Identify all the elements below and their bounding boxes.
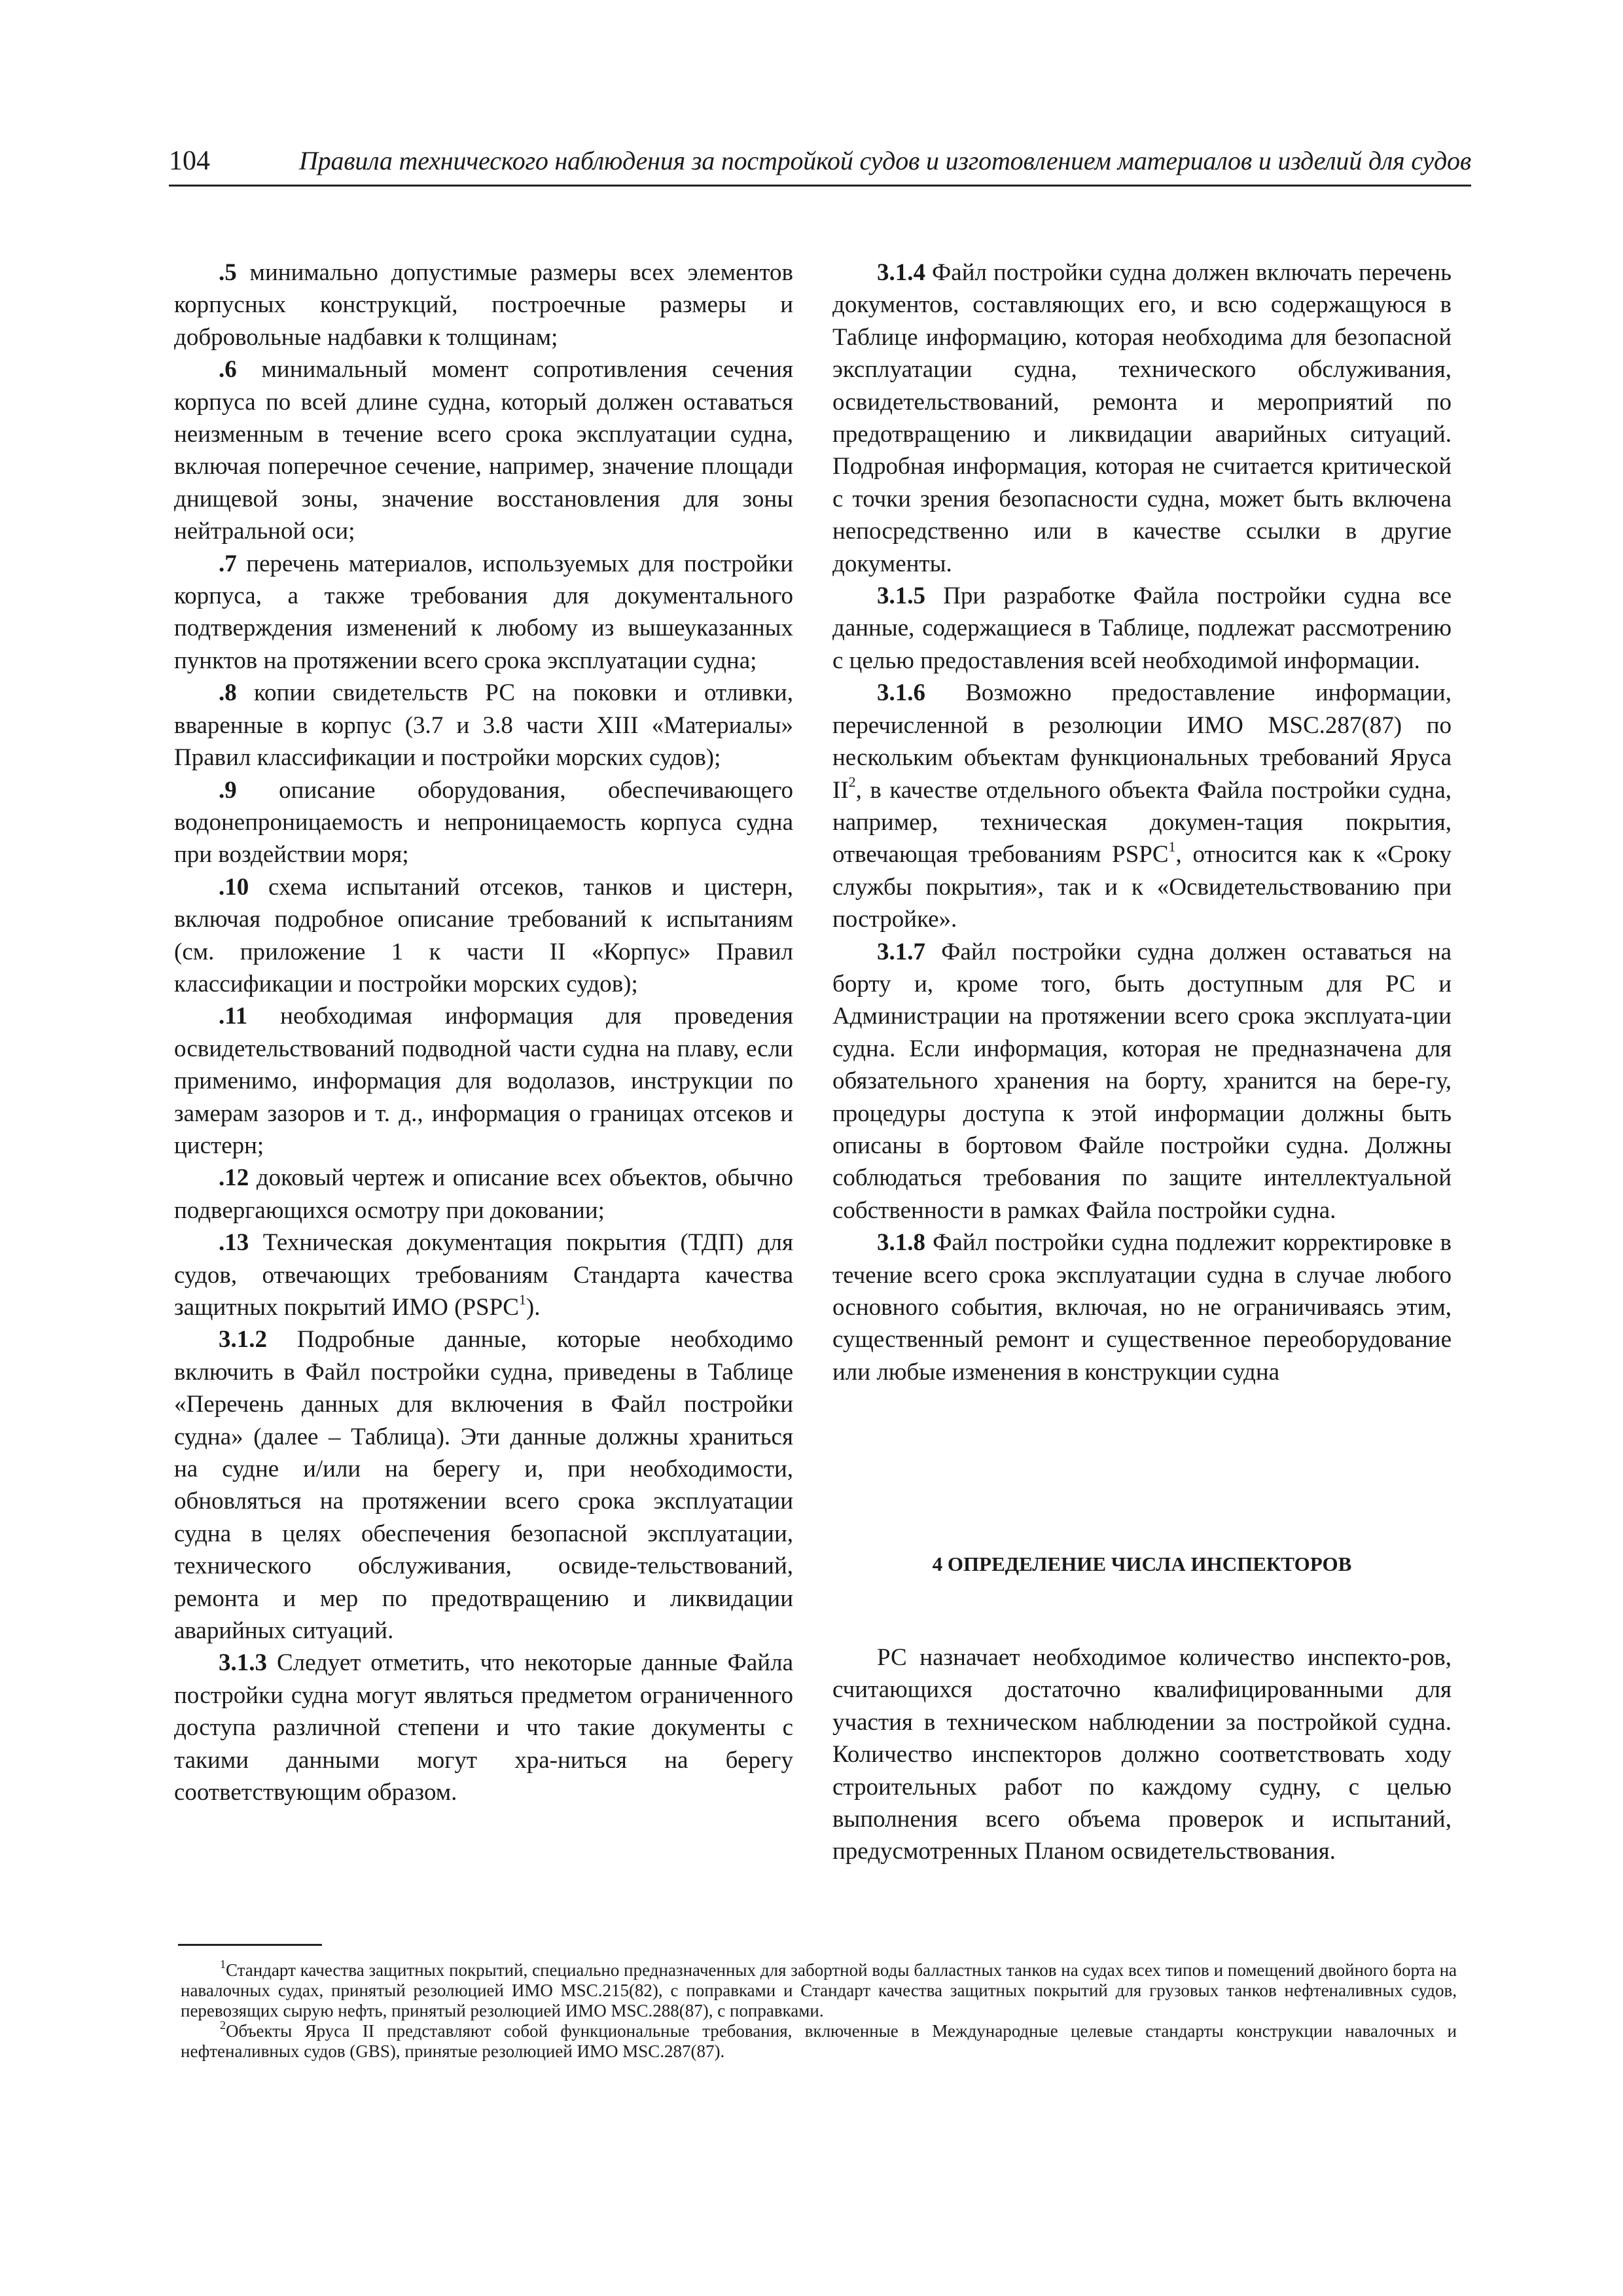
paragraph-text: перечень материалов, используемых для постройки корпуса, а также требования для документального подтверждения изменений к любому из вышеуказанных пунктов на протяжении всего срока эксплуатации судна; <box>174 550 793 674</box>
paragraph-text: минимально допустимые размеры всех элементов корпусных конструкций, построечные размеры и добровольные надбавки к толщинам; <box>174 259 793 351</box>
clause-number: 3.1.6 <box>877 679 925 707</box>
paragraph <box>832 936 1452 1227</box>
header-rule <box>169 185 1471 187</box>
paragraph-text: доковый чертеж и описание всех объектов, обычно подвергающихся осмотру при доковании; <box>174 1164 793 1224</box>
item-number: .7 <box>219 550 237 577</box>
paragraph-text: ). <box>526 1294 541 1321</box>
clause-number: 3.1.7 <box>877 938 925 965</box>
running-title: Правила технического наблюдения за постройкой судов и изготовлением материалов и изделий для судов <box>298 146 1471 175</box>
paragraph-text: При разработке Файла постройки судна все данные, содержащиеся в Таблице, подлежат рассмотрению с целью предоставления всей необходимой информации. <box>832 583 1452 674</box>
paragraph <box>174 1323 793 1647</box>
item-number: .10 <box>219 873 249 901</box>
paragraph-text: копии свидетельств РС на поковки и отливки, вваренные в корпус (3.7 и 3.8 части XIII «Материалы» Правил классификации и постройки морских судов); <box>174 679 793 772</box>
paragraph-text: , в качестве отдельного объекта Файла постройки судна, например, техническая докумен-тация покрытия, отвечающая требованиям PSPC <box>832 776 1452 869</box>
paragraph <box>174 1647 793 1808</box>
item-number: .8 <box>219 679 237 707</box>
paragraph <box>832 1227 1452 1388</box>
footnotes <box>181 1960 1457 2062</box>
footnote-text: Стандарт качества защитных покрытий, специально предназначенных для забортной воды балластных танков на судах всех типов и помещений двойного борта на навалочных судах, принятый резолюцией ИМО MSC.215(82), с поправками и Стандарт качества защитных покрытий для грузовых танков нефтеналивных судов, перевозящих сырую нефть, принятый резолюцией ИМО MSC.288(87), с поправками. <box>181 1960 1457 2020</box>
clause-number: 3.1.5 <box>877 583 925 610</box>
paragraph <box>832 677 1452 935</box>
paragraph <box>832 580 1452 677</box>
footnote <box>181 2018 1457 2062</box>
paragraph-text: Файл постройки судна должен включать перечень документов, составляющих его, и всю содержащуюся в Таблице информацию, которая необходима для безопасной эксплуатации судна, технического обслуживания, освидетельствований, ремонта и мероприятий по предотвращению и ликвидации аварийных ситуаций. Подробная информация, которая не считается критической с точки зрения безопасности судна, может быть включена непосредственно или в качестве ссылки в другие документы. <box>832 259 1452 577</box>
footnote-rule <box>178 1944 322 1946</box>
item-number: .9 <box>219 776 237 804</box>
paragraph-text: необходимая информация для проведения освидетельствований подводной части судна на плаву, если применимо, информация для водолазов, инструкции по замерам зазоров и т. д., информация о границах отсеков и цистерн; <box>174 1003 793 1159</box>
paragraph-text: описание оборудования, обеспечивающего водонепроницаемость и непроницаемость корпуса судна при воздействии моря; <box>174 776 793 869</box>
paragraph <box>174 353 793 547</box>
clause-number: 3.1.3 <box>219 1649 267 1677</box>
footnote-mark: 2 <box>220 2018 226 2032</box>
section-heading: 4 ОПРЕДЕЛЕНИЕ ЧИСЛА ИНСПЕКТОРОВ <box>932 1552 1352 1575</box>
clause-number: 3.1.8 <box>877 1229 925 1257</box>
footnote <box>181 1960 1457 2021</box>
paragraph-text: минимальный момент сопротивления сечения корпуса по всей длине судна, который должен оставаться неизменным в течение всего срока эксплуатации судна, включая поперечное сечение, например, значение площади днищевой зоны, значение восстановления для зоны нейтральной оси; <box>174 356 793 545</box>
paragraph <box>174 774 793 871</box>
right-column <box>832 257 1452 1388</box>
footnote-mark: 1 <box>220 1958 226 1971</box>
paragraph-text: , относится как к «Сроку службы покрытия», так и к «Освидетельствованию при постройке». <box>832 841 1452 933</box>
item-number: .11 <box>219 1003 248 1030</box>
item-number: .6 <box>219 356 237 384</box>
section-body <box>832 1641 1452 1868</box>
item-number: .13 <box>219 1229 249 1257</box>
left-column <box>174 257 793 1809</box>
footnote-ref: 2 <box>848 774 856 791</box>
paragraph-text: РС назначает необходимое количество инспекто-ров, считающихся достаточно квалифицированными для участия в техническом наблюдении за постройкой судна. Количество инспекторов должно соответствовать ходу строительных работ по каждому судну, с целью выполнения всего объема проверок и испытаний, предусмотренных Планом освидетельствования. <box>832 1644 1452 1865</box>
paragraph <box>174 871 793 1001</box>
paragraph <box>174 1162 793 1227</box>
footnote-ref: 1 <box>518 1291 526 1308</box>
paragraph-text: схема испытаний отсеков, танков и цистерн, включая подробное описание требований к испытаниям (см. приложение 1 к части II «Корпус» Правил классификации и постройки морских судов); <box>174 873 793 997</box>
paragraph-text: Техническая документация покрытия (ТДП) для судов, отвечающих требованиям Стандарта качества защитных покрытий ИМО (PSPC <box>174 1229 793 1321</box>
clause-number: 3.1.2 <box>219 1326 267 1354</box>
item-number: .12 <box>219 1164 249 1192</box>
footnote-ref: 1 <box>1168 838 1176 855</box>
paragraph <box>174 677 793 774</box>
paragraph-text: Подробные данные, которые необходимо включить в Файл постройки судна, приведены в Таблице «Перечень данных для включения в Файл постройки судна» (далее – Таблица). Эти данные должны храниться на судне и/или на берегу и, при необходимости, обновляться на протяжении всего срока эксплуатации судна в целях обеспечения безопасной эксплуатации, технического обслуживания, освиде-тельствований, ремонта и мер по предотвращению и ликвидации аварийных ситуаций. <box>174 1326 793 1645</box>
page-number: 104 <box>169 146 210 176</box>
item-number: .5 <box>219 259 237 286</box>
paragraph <box>174 548 793 677</box>
paragraph <box>174 1000 793 1162</box>
page-header <box>169 145 1471 186</box>
paragraph <box>174 257 793 353</box>
paragraph-text: Файл постройки судна должен оставаться на борту и, кроме того, быть доступным для РС и Администрации на протяжении всего срока эксплуата-ции судна. Если информация, которая не предназначена для обязательного хранения на борту, хранится на бере-гу, процедуры доступа к этой информации должны быть описаны в бортовом Файле постройки судна. Должны соблюдаться требования по защите интеллектуальной собственности в рамках Файла постройки судна. <box>832 938 1452 1224</box>
paragraph-text: Файл постройки судна подлежит корректировке в течение всего срока эксплуатации судна в случае любого основного события, включая, но не ограничиваясь этим, существенный ремонт и существенное переоборудование или любые изменения в конструкции судна <box>832 1229 1452 1386</box>
clause-number: 3.1.4 <box>877 259 925 286</box>
paragraph <box>832 257 1452 580</box>
paragraph <box>174 1227 793 1323</box>
footnote-text: Объекты Яруса II представляют собой функциональные требования, включенные в Международные целевые стандарты конструкции навалочных и нефтеналивных судов (GBS), принятые резолюцией ИМО MSC.287(87). <box>181 2021 1457 2061</box>
paragraph-text: Следует отметить, что некоторые данные Файла постройки судна могут являться предметом ограниченного доступа различной степени и что такие документы с такими данными могут хра-ниться на берегу соответствующим образом. <box>174 1649 793 1806</box>
paragraph-text: Возможно предоставление информации, перечисленной в резолюции ИМО MSC.287(87) по нескольким объектам функциональных требований Яруса II <box>832 679 1452 804</box>
